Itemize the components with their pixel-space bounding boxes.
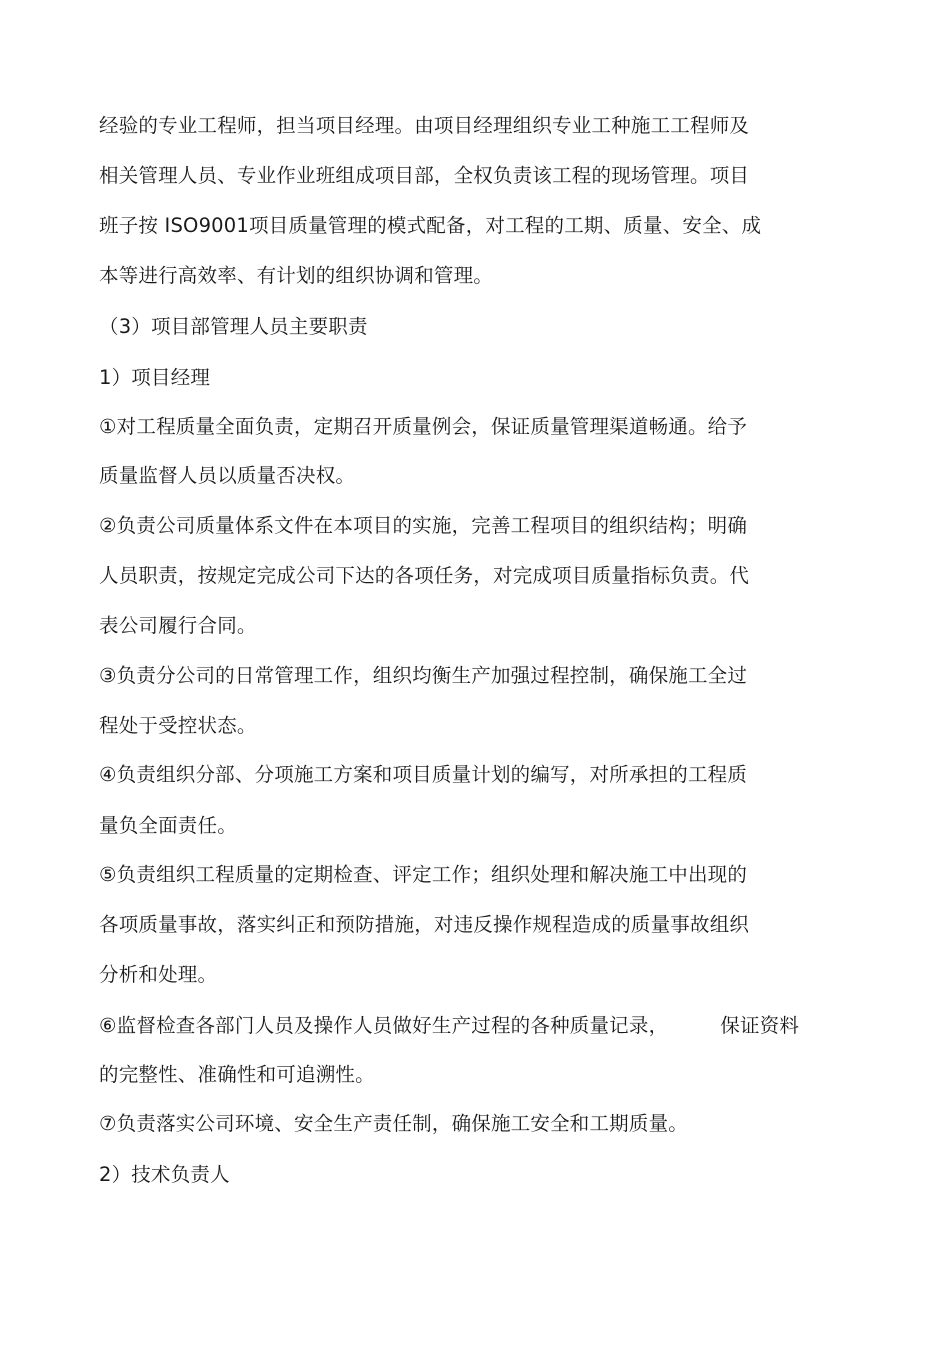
text-line: 分析和处理。 [99,963,218,986]
text-line: 量负全面责任。 [99,814,237,837]
text-line: 质量监督人员以质量否决权。 [99,464,356,487]
text-line: 经验的专业工程师，担当项目经理。由项目经理组织专业工种施工工程师及 [99,114,750,137]
text-line: 的完整性、准确性和可追溯性。 [99,1063,375,1086]
text-fragment: ⑥监督检查各部门人员及操作人员做好生产过程的各种质量记录， [99,1014,669,1037]
text-fragment: 保证资料 [720,1014,800,1037]
text-line: 人员职责，按规定完成公司下达的各项任务，对完成项目质量指标负责。代 [99,564,750,587]
text-line: 本等进行高效率、有计划的组织协调和管理。 [99,264,494,287]
text-line: 班子按 ISO9001项目质量管理的模式配备，对工程的工期、质量、安全、成 [99,214,762,237]
text-line: 表公司履行合同。 [99,614,257,637]
text-line: ②负责公司质量体系文件在本项目的实施，完善工程项目的组织结构；明确 [99,514,748,537]
subsection-heading: 2）技术负责人 [99,1163,230,1186]
text-line: ⑦负责落实公司环境、安全生产责任制，确保施工安全和工期质量。 [99,1112,688,1135]
subsection-heading: 1）项目经理 [99,366,211,389]
text-line: ⑤负责组织工程质量的定期检查、评定工作；组织处理和解决施工中出现的 [99,863,748,886]
text-line: ④负责组织分部、分项施工方案和项目质量计划的编写，对所承担的工程质 [99,763,748,786]
section-heading: （3）项目部管理人员主要职责 [99,315,368,338]
text-line: 程处于受控状态。 [99,714,257,737]
text-line: ③负责分公司的日常管理工作，组织均衡生产加强过程控制，确保施工全过 [99,664,748,687]
text-line: 各项质量事故，落实纠正和预防措施，对违反操作规程造成的质量事故组织 [99,913,750,936]
text-line: 相关管理人员、专业作业班组成项目部，全权负责该工程的现场管理。项目 [99,164,750,187]
text-line: ①对工程质量全面负责，定期召开质量例会，保证质量管理渠道畅通。给予 [99,415,748,438]
text-line [99,1012,799,1040]
